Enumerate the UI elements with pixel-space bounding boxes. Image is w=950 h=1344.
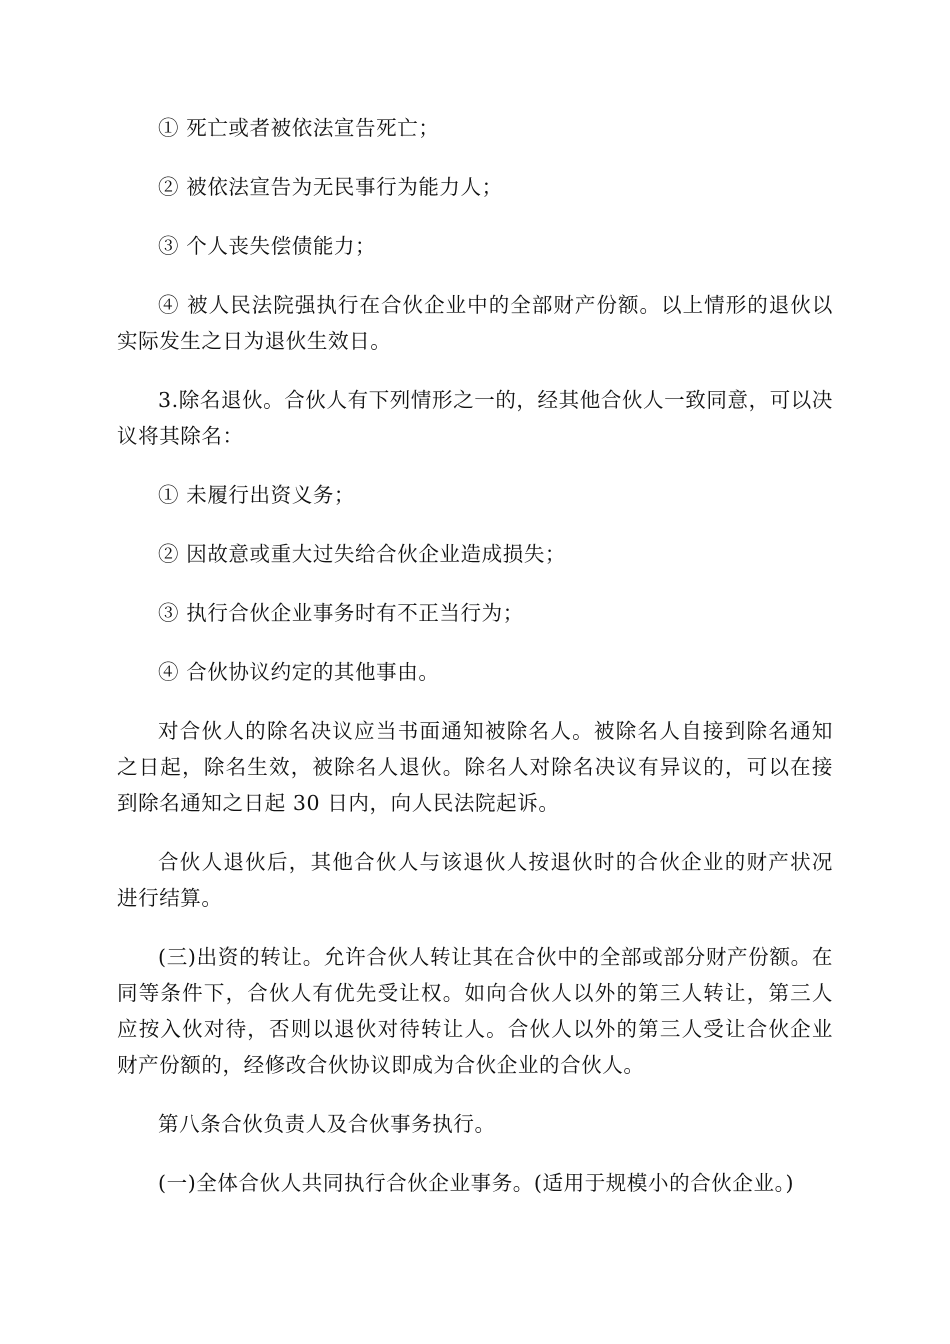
paragraph-expulsion-heading: 3.除名退伙。合伙人有下列情形之一的，经其他合伙人一致同意，可以决议将其除名：	[117, 388, 833, 448]
paragraph-capital-transfer: (三)出资的转让。允许合伙人转让其在合伙中的全部或部分财产份额。在同等条件下，合伙人有优先受让权。如向合伙人以外的第三人转让，第三人应按入伙对待，否则以退伙对待转让人。合伙人以外的第三人受让合伙企业财产份额的，经修改合伙协议即成为合伙企业的合伙人。	[117, 945, 833, 1077]
paragraph-circumstance-2: ② 被依法宣告为无民事行为能力人；	[158, 175, 503, 199]
paragraph-circumstance-4: ④ 被人民法院强执行在合伙企业中的全部财产份额。以上情形的退伙以实际发生之日为退伙生效日。	[117, 293, 833, 353]
paragraph-expulsion-2: ② 因故意或重大过失给合伙企业造成损失；	[158, 542, 567, 566]
paragraph-circumstance-3: ③ 个人丧失偿债能力；	[158, 234, 377, 258]
paragraph-settlement: 合伙人退伙后，其他合伙人与该退伙人按退伙时的合伙企业的财产状况进行结算。	[117, 850, 833, 910]
paragraph-article-8: 第八条合伙负责人及合伙事务执行。	[158, 1112, 496, 1136]
paragraph-expulsion-1: ① 未履行出资义务；	[158, 483, 356, 507]
paragraph-circumstance-1: ① 死亡或者被依法宣告死亡；	[158, 116, 440, 140]
document-body	[117, 110, 833, 1224]
paragraph-joint-execution: (一)全体合伙人共同执行合伙企业事务。(适用于规模小的合伙企业。)	[158, 1171, 795, 1195]
paragraph-expulsion-3: ③ 执行合伙企业事务时有不正当行为；	[158, 601, 524, 625]
paragraph-expulsion-notice: 对合伙人的除名决议应当书面通知被除名人。被除名人自接到除名通知之日起，除名生效，被除名人退伙。除名人对除名决议有异议的，可以在接到除名通知之日起 30 日内，向人民法院起诉。	[117, 719, 833, 815]
paragraph-expulsion-4: ④ 合伙协议约定的其他事由。	[158, 660, 440, 684]
